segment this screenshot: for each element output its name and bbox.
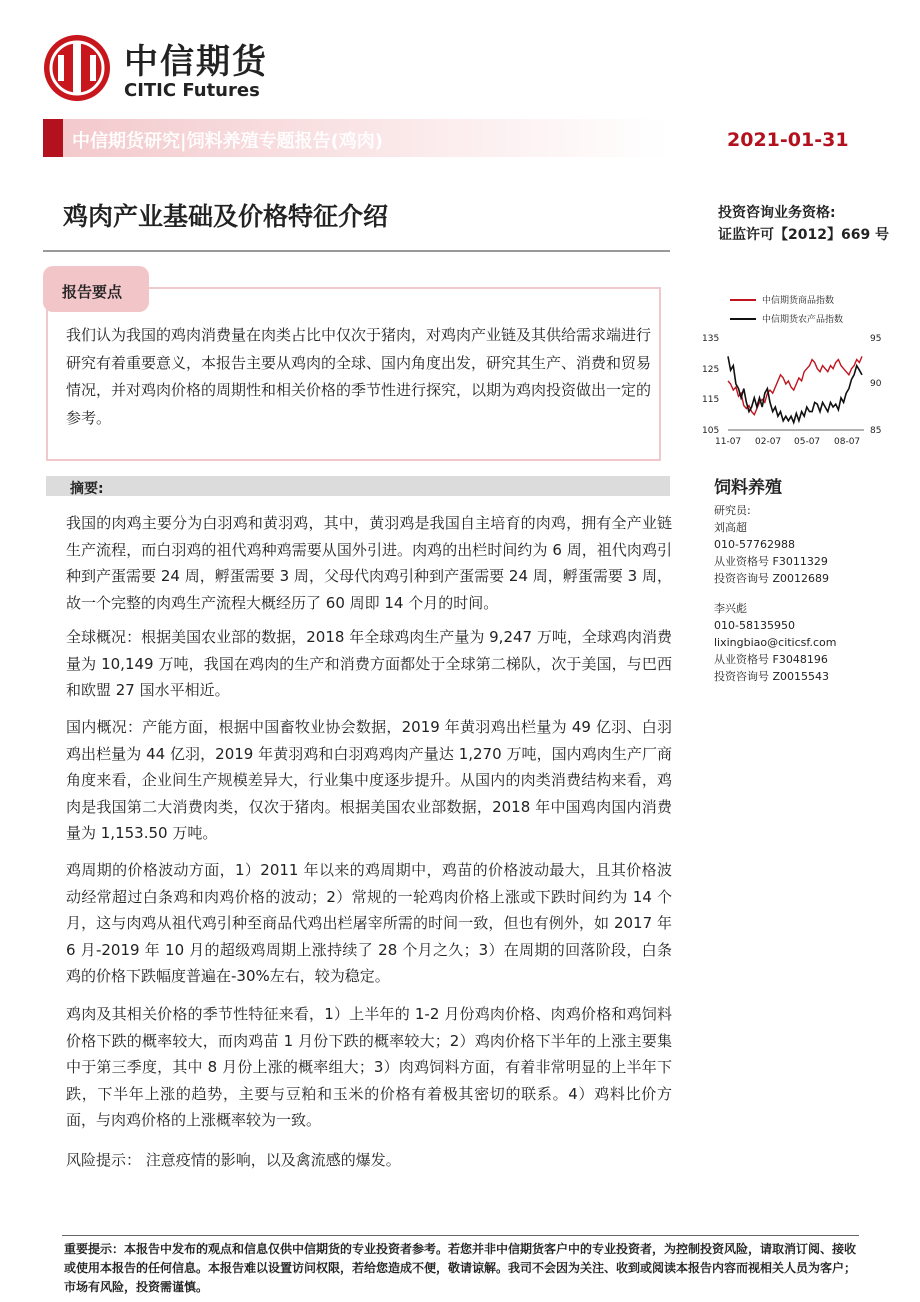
key-points-tab-label: 报告要点 <box>62 283 123 301</box>
left-tick-label: 115 <box>702 395 720 405</box>
license-label: 投资咨询业务资格: <box>718 205 836 221</box>
analysts-label: 研究员: <box>714 504 751 517</box>
x-tick-label: 11-07 <box>715 437 742 447</box>
summary-paragraph: 鸡周期的价格波动方面，1）2011 年以来的鸡周期中，鸡苗的价格波动最大，且其价格波动经常超过白条鸡和肉鸡价格的波动；2）常规的一轮鸡肉价格上涨或下跌时间约为 14 个月，这与肉鸡从祖代鸡引种至商品代鸡出栏屠宰所需的时间一致，但也有例外，如 2017 年 6 月-2019 年 10 月的超级鸡周期上涨持续了 28 个月之久；3）在周期的回落阶段，白条鸡的价格下跌幅度普遍在-30%左右，较为稳定。 <box>66 861 672 985</box>
x-tick-label: 05-07 <box>794 437 821 447</box>
summary-paragraph: 鸡肉及其相关价格的季节性特征来看，1）上半年的 1-2 月份鸡肉价格、肉鸡价格和鸡饲料价格下跌的概率较大，而肉鸡苗 1 月份下跌的概率较大；2）鸡肉价格下半年的上涨主要集中于第三季度，其中 8 月份上涨的概率组大；3）肉鸡饲料方面，有着非常明显的上半年下跌，下半年上涨的趋势，主要与豆粕和玉米的价格有着极其密切的联系。4）鸡料比价方面，与肉鸡价格的上涨概率较为一致。 <box>66 1005 672 1129</box>
license-value: 证监许可【2012】669 号 <box>718 227 890 243</box>
x-tick-label: 08-07 <box>834 437 861 447</box>
analyst-license: 从业资格号 F3048196 <box>714 653 828 666</box>
title-divider <box>43 250 670 252</box>
summary-paragraph: 国内概况：产能方面，根据中国畜牧业协会数据，2019 年黄羽鸡出栏量为 49 亿羽、白羽鸡出栏量为 44 亿羽，2019 年黄羽鸡和白羽鸡鸡肉产量达 1,270 万吨，国内鸡肉生产厂商角度来看，企业间生产规模差异大，行业集中度逐步提升。从国内的肉类消费结构来看，鸡肉是我国第二大消费肉类，仅次于猪肉。根据美国农业部数据，2018 年中国鸡肉国内消费量为 1,153.50 万吨。 <box>66 718 672 842</box>
report-series-title: 中信期货研究|饲料养殖专题报告(鸡肉) <box>72 131 384 152</box>
right-tick-label: 95 <box>870 334 882 344</box>
analyst-consult-no: 投资咨询号 Z0015543 <box>714 670 830 683</box>
summary-title: 摘要: <box>70 481 104 497</box>
left-tick-label: 125 <box>702 365 720 375</box>
analyst-phone: 010-57762988 <box>714 538 795 551</box>
page-title: 鸡肉产业基础及价格特征介绍 <box>63 202 389 231</box>
key-points-body: 我们认为我国的鸡肉消费量在肉类占比中仅次于猪肉，对鸡肉产业链及其供给需求端进行研究有着重要意义，本报告主要从鸡肉的全球、国内角度出发，研究其生产、消费和贸易情况，并对鸡肉价格的周期性和相关价格的季节性进行探究，以期为鸡肉投资做出一定的参考。 <box>66 326 652 427</box>
footer-divider <box>62 1235 859 1236</box>
analyst-email[interactable]: lixingbiao@citicsf.com <box>714 636 837 649</box>
logo-text-en: CITIC Futures <box>124 80 260 101</box>
x-tick-label: 02-07 <box>755 437 782 447</box>
risk-note: 风险提示： 注意疫情的影响，以及禽流感的爆发。 <box>66 1151 401 1169</box>
analyst-phone: 010-58135950 <box>714 619 795 632</box>
right-tick-label: 85 <box>870 426 882 436</box>
logo-text-cn: 中信期货 <box>124 42 268 82</box>
legend-label-commodity: 中信期货商品指数 <box>762 296 835 306</box>
legend-label-agri: 中信期货农产品指数 <box>762 315 844 325</box>
analyst-license: 从业资格号 F3011329 <box>714 555 828 568</box>
left-tick-label: 105 <box>702 426 720 436</box>
analyst-name: 刘高超 <box>714 521 747 534</box>
right-tick-label: 90 <box>870 379 882 389</box>
summary-paragraph: 我国的肉鸡主要分为白羽鸡和黄羽鸡，其中，黄羽鸡是我国自主培育的肉鸡，拥有全产业链生产流程，而白羽鸡的祖代鸡种鸡需要从国外引进。肉鸡的出栏时间约为 6 周，祖代肉鸡引种到产蛋需要 24 周，孵蛋需要 3 周，父母代肉鸡引种到产蛋需要 24 周，孵蛋需要 3 周，故一个完整的肉鸡生产流程大概经历了 60 周即 14 个月的时间。 <box>66 514 672 612</box>
left-tick-label: 135 <box>702 334 720 344</box>
index-line-chart <box>700 288 900 448</box>
sector-label: 饲料养殖 <box>714 478 782 498</box>
analyst-consult-no: 投资咨询号 Z0012689 <box>714 572 830 585</box>
summary-paragraph: 全球概况：根据美国农业部的数据，2018 年全球鸡肉生产量为 9,247 万吨，全球鸡肉消费量为 10,149 万吨，我国在鸡肉的生产和消费方面都处于全球第二梯队，次于美国，与巴西和欧盟 27 国水平相近。 <box>66 628 672 699</box>
analyst-name: 李兴彪 <box>714 602 747 615</box>
report-date: 2021-01-31 <box>727 129 849 151</box>
disclaimer-text: 重要提示：本报告中发布的观点和信息仅供中信期货的专业投资者参考。若您并非中信期货客户中的专业投资者，为控制投资风险，请取消订阅、接收或使用本报告的任何信息。本报告难以设置访问权限，若给您造成不便，敬请谅解。我司不会因为关注、收到或阅读本报告内容而视相关人员为客户；市场有风险，投资需谨慎。 <box>64 1242 857 1294</box>
summary-header-bar <box>46 476 670 496</box>
citic-logo-icon <box>42 33 112 103</box>
